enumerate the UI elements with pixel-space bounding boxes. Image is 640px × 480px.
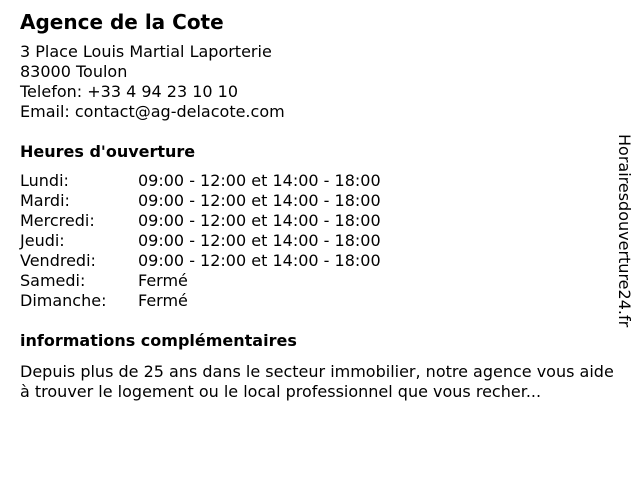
day-label: Mardi:	[20, 191, 70, 210]
address-line-1: 3 Place Louis Martial Laporterie	[20, 42, 272, 61]
hours-row-sunday	[20, 291, 620, 311]
opening-hours-heading: Heures d'ouverture	[20, 142, 196, 161]
hours-row-monday	[20, 171, 620, 191]
opening-hours-list	[20, 171, 620, 311]
day-label: Dimanche:	[20, 291, 107, 310]
day-hours: 09:00 - 12:00 et 14:00 - 18:00	[138, 191, 381, 210]
agency-card	[20, 0, 620, 402]
site-watermark	[614, 134, 634, 346]
agency-description: Depuis plus de 25 ans dans le secteur immobilier, notre agence vous aide à trouver le logement ou le local professionnel que vous recher...	[20, 362, 614, 401]
watermark-text: Horairesdouverture24.fr	[615, 134, 634, 328]
address-line-2: 83000 Toulon	[20, 62, 128, 81]
day-hours: Fermé	[138, 271, 188, 290]
hours-row-friday	[20, 251, 620, 271]
hours-row-thursday	[20, 231, 620, 251]
phone-line: Telefon: +33 4 94 23 10 10	[20, 82, 239, 101]
hours-row-saturday	[20, 271, 620, 291]
email-line: Email: contact@ag-delacote.com	[20, 102, 285, 121]
hours-row-tuesday	[20, 191, 620, 211]
agency-name: Agence de la Cote	[20, 10, 224, 34]
day-label: Jeudi:	[20, 231, 65, 250]
day-label: Samedi:	[20, 271, 86, 290]
day-hours: 09:00 - 12:00 et 14:00 - 18:00	[138, 211, 381, 230]
hours-row-wednesday	[20, 211, 620, 231]
day-hours: 09:00 - 12:00 et 14:00 - 18:00	[138, 231, 381, 250]
day-hours: 09:00 - 12:00 et 14:00 - 18:00	[138, 251, 381, 270]
day-hours: 09:00 - 12:00 et 14:00 - 18:00	[138, 171, 381, 190]
day-label: Mercredi:	[20, 211, 95, 230]
day-hours: Fermé	[138, 291, 188, 310]
additional-info-heading: informations complémentaires	[20, 331, 297, 350]
day-label: Lundi:	[20, 171, 69, 190]
day-label: Vendredi:	[20, 251, 96, 270]
